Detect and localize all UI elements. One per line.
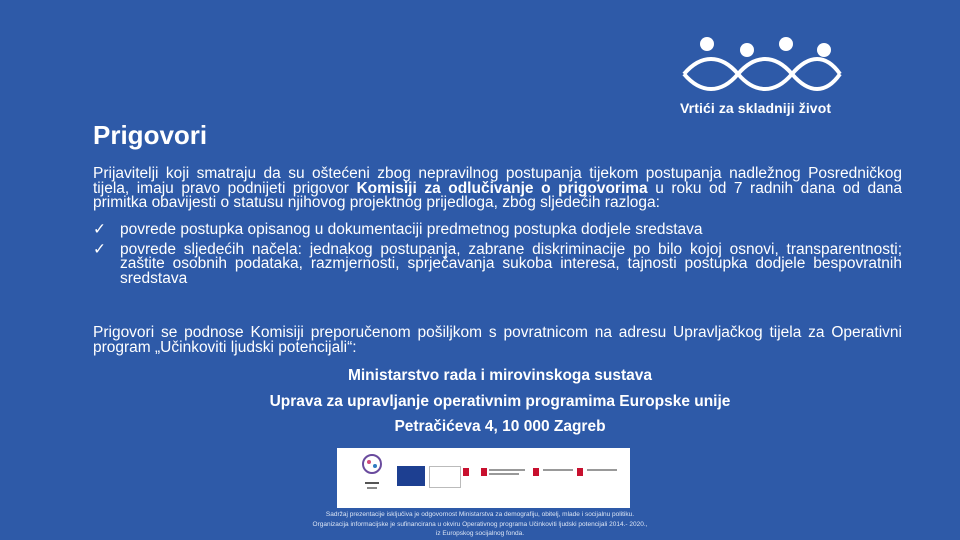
address-line: Ministarstvo rada i mirovinskoga sustava bbox=[347, 367, 653, 384]
reasons-list bbox=[93, 223, 902, 291]
bullet-text: povrede postupka opisanog u dokumentaciji predmetnog postupka dodjele sredstava bbox=[120, 221, 703, 238]
ministry-coat-icon bbox=[481, 468, 487, 476]
office-coat-icon bbox=[577, 468, 583, 476]
esf-logo-icon bbox=[429, 466, 461, 488]
checkmark-icon: ✓ bbox=[93, 221, 106, 238]
footer-line: Sadržaj prezentacije isključiva je odgovornost Ministarstva za demografiju, obitelj, mlade i socijalnu politiku. bbox=[325, 511, 635, 518]
funding-logos-strip bbox=[337, 448, 630, 508]
list-item bbox=[93, 223, 902, 238]
bullet-text: povrede sljedećih načela: jednakog postupanja, zabrane diskriminacije po bilo kojoj osnovi, transparentnosti; zaštite osobnih podataka, razmjernosti, sprječavanja sukoba interesa, tajnosti postupka dodjele bespovratnih sredstava bbox=[120, 240, 902, 287]
address-line: Petračićeva 4, 10 000 Zagreb bbox=[394, 418, 606, 435]
agency-coat-icon bbox=[533, 468, 539, 476]
croatia-coat-icon bbox=[463, 468, 469, 476]
slide-title: Prigovori bbox=[93, 120, 208, 150]
intro-text-end: u roku od 7 radnih dana od dana primitka obavijesti o statusu njihovog projektnog prijedloga, zbog sljedećih razloga: bbox=[93, 179, 902, 211]
list-item bbox=[93, 240, 902, 287]
footer-line: iz Europskog socijalnog fonda. bbox=[435, 530, 525, 537]
eu-flag-icon bbox=[397, 466, 425, 486]
address-line: Uprava za upravljanje operativnim programima Europske unije bbox=[269, 393, 731, 410]
intro-text-start: Prijavitelji koji smatraju da su oštećeni zbog nepravilnog postupanja tijekom postupanja nadležnog Posredničkog tijela, imaju pravo podnijeti prigovor bbox=[93, 165, 902, 197]
program-logo-icon bbox=[359, 452, 385, 494]
footer-line: Organizacija informacijske je sufinancirana u okviru Operativnog programa Učinkoviti ljudski potencijali 2014.- 2020., bbox=[312, 520, 648, 528]
checkmark-icon: ✓ bbox=[93, 240, 106, 258]
intro-paragraph bbox=[93, 167, 902, 211]
intro-text-bold: Komisiji za odlučivanje o prigovorima bbox=[356, 179, 648, 197]
footer-disclaimer bbox=[280, 510, 680, 539]
submission-paragraph: Prigovori se podnose Komisiji preporučenom pošiljkom s povratnicom na adresu Upravljačkog tijela za Operativni program „Učinkoviti ljudski potencijali“: bbox=[93, 324, 902, 356]
logo-text: Vrtići za skladniji život bbox=[680, 100, 832, 116]
